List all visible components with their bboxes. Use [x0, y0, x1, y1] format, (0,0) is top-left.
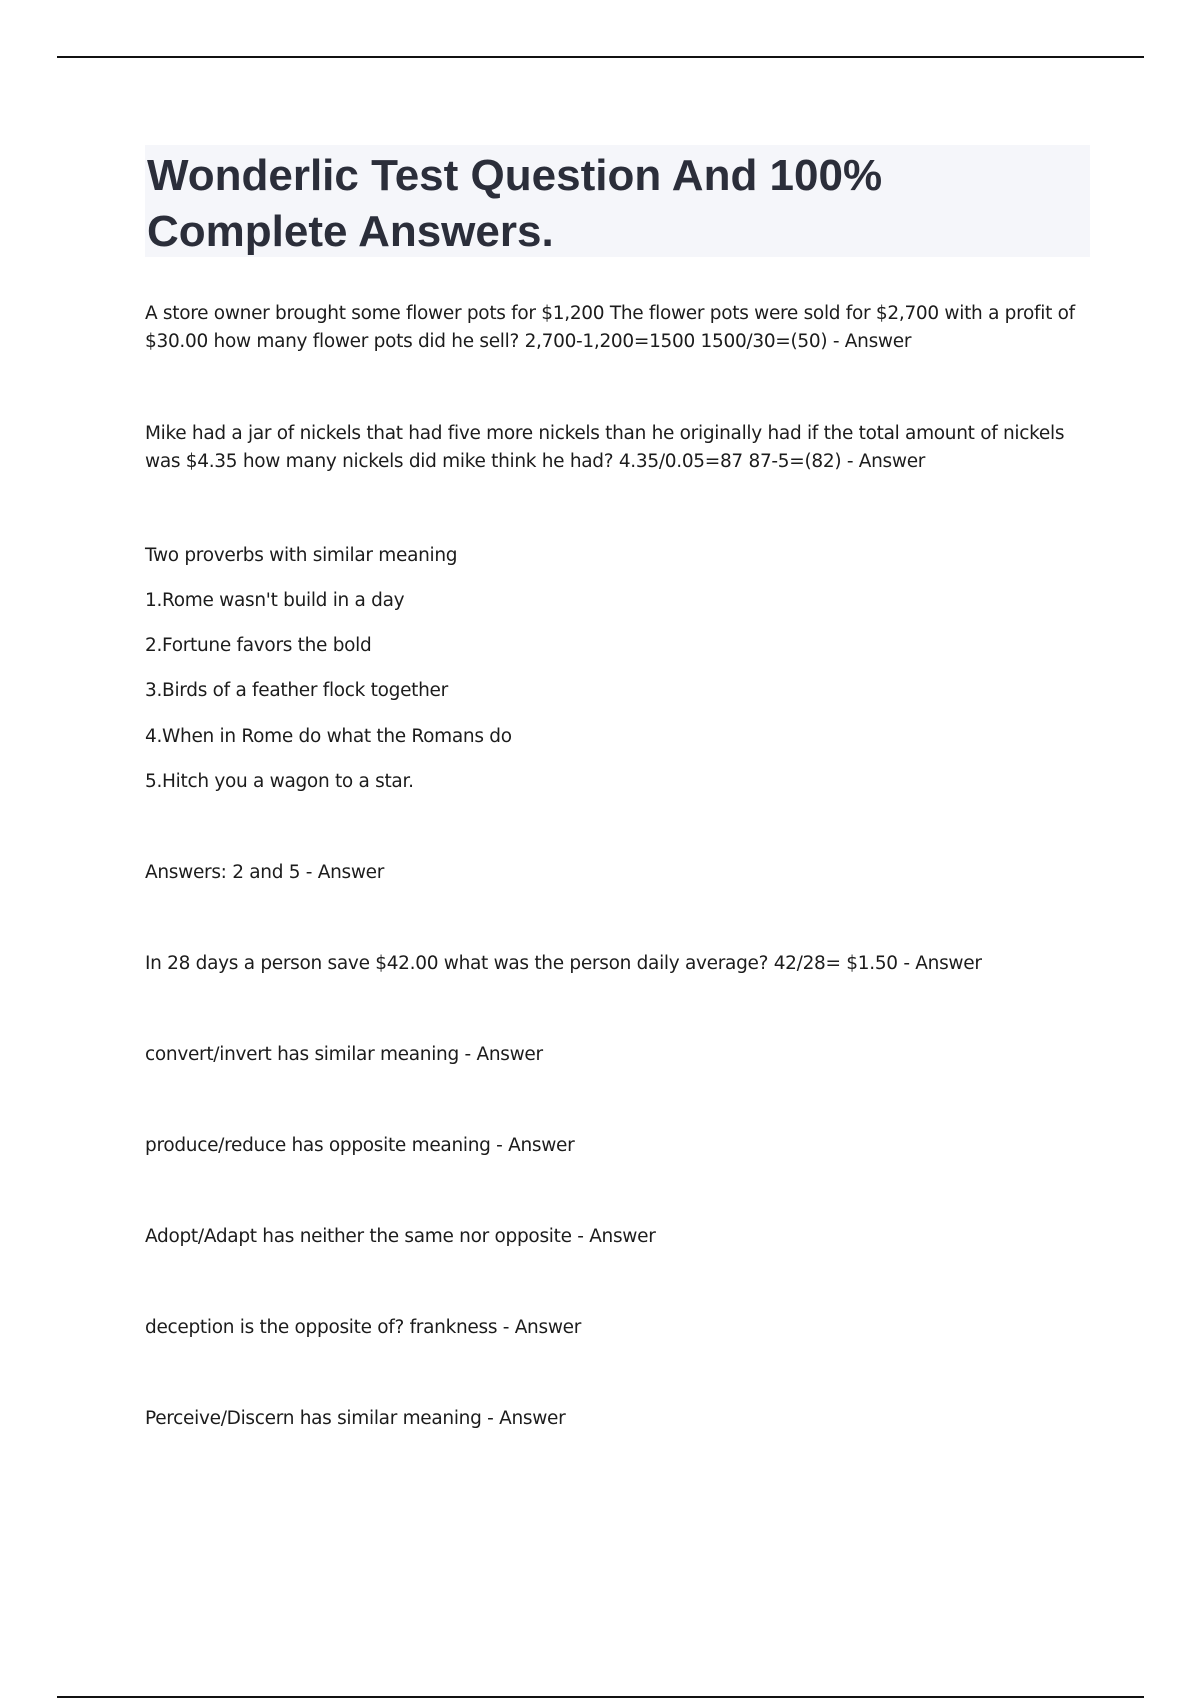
- proverb-item: 4.When in Rome do what the Romans do: [145, 726, 512, 747]
- proverbs-heading: Two proverbs with similar meaning: [145, 545, 458, 566]
- qa-perceive-discern: Perceive/Discern has similar meaning - Answer: [145, 1408, 566, 1429]
- qa-deception: deception is the opposite of? frankness - Answer: [145, 1317, 582, 1338]
- qa-adopt-adapt: Adopt/Adapt has neither the same nor opposite - Answer: [145, 1226, 656, 1247]
- top-rule: [57, 56, 1144, 58]
- qa-nickels: Mike had a jar of nickels that had five more nickels than he originally had if the total amount of nickels was $4.35 how many nickels did mike think he had? 4.35/0.05=87 87-5=(82) - Answer: [145, 423, 1065, 472]
- qa-daily-average: In 28 days a person save $42.00 what was the person daily average? 42/28= $1.50 - Answer: [145, 953, 982, 974]
- qa-convert-invert: convert/invert has similar meaning - Answer: [145, 1044, 543, 1065]
- proverbs-answer: Answers: 2 and 5 - Answer: [145, 862, 385, 883]
- qa-flower-pots: A store owner brought some flower pots for $1,200 The flower pots were sold for $2,700 with a profit of $30.00 how many flower pots did he sell? 2,700-1,200=1500 1500/30=(50) - Answer: [145, 303, 1075, 352]
- qa-produce-reduce: produce/reduce has opposite meaning - Answer: [145, 1135, 575, 1156]
- proverb-item: 5.Hitch you a wagon to a star.: [145, 771, 414, 792]
- proverb-item: 2.Fortune favors the bold: [145, 635, 372, 656]
- proverb-item: 3.Birds of a feather flock together: [145, 680, 448, 701]
- bottom-rule: [57, 1696, 1144, 1698]
- proverb-item: 1.Rome wasn't build in a day: [145, 590, 405, 611]
- page-title: Wonderlic Test Question And 100% Complete Answers.: [147, 151, 883, 256]
